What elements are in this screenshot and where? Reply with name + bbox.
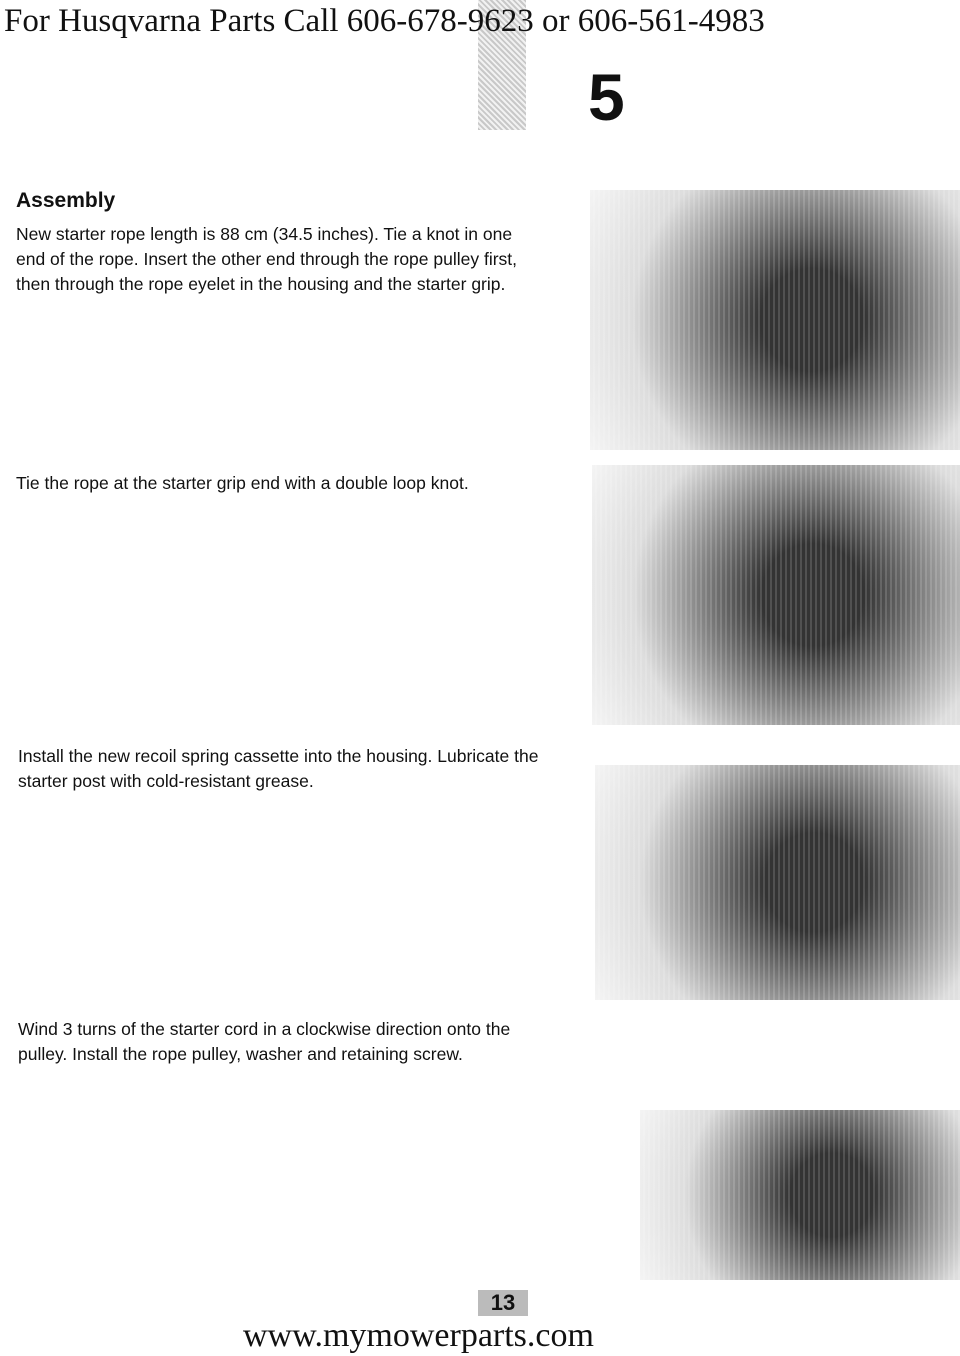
step-text: Wind 3 turns of the starter cord in a clockwise direction onto the pulley. Install the rope pulley, washer and retaining screw. xyxy=(18,1019,511,1064)
step-text: Install the new recoil spring cassette into the housing. Lubricate the starter post with cold-resistant grease. xyxy=(18,746,539,791)
step-text: Tie the rope at the starter grip end with a double loop knot. xyxy=(16,473,469,493)
section-title: Assembly xyxy=(16,189,116,212)
photo-grip-knot xyxy=(592,465,960,725)
photo-spring-cassette xyxy=(595,765,960,1000)
photo-rope-pulley xyxy=(640,1110,960,1280)
step-text: New starter rope length is 88 cm (34.5 inches). Tie a knot in one end of the rope. Insert the other end through the rope pulley first, then through the rope eyelet in the housing and the starter grip. xyxy=(16,224,518,294)
page-number: 13 xyxy=(478,1290,528,1316)
photo-starter-rope xyxy=(590,190,960,450)
header: For Husqvarna Parts Call 606-678-9623 or 606-561-4983 xyxy=(4,3,765,39)
chapter-number: 5 xyxy=(588,60,625,134)
footer-url: www.mymowerparts.com xyxy=(243,1317,594,1354)
